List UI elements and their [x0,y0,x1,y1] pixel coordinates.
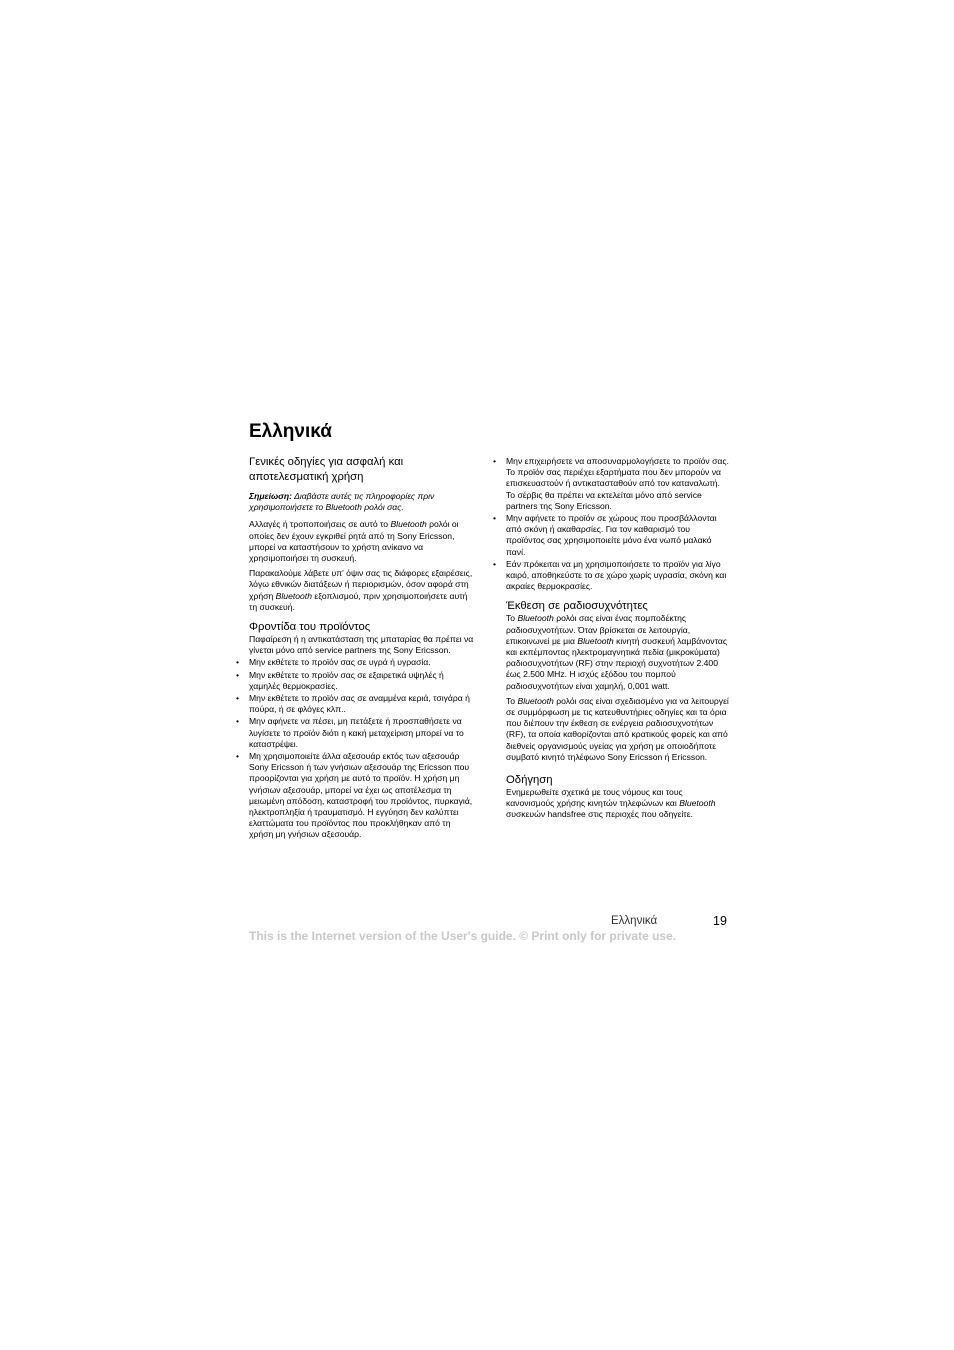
care-heading: Φροντίδα του προϊόντος [249,621,371,634]
care-list [249,657,477,840]
bluetooth-term: Bluetooth [517,695,554,706]
text-run: Το [506,613,518,624]
rf-paragraph-1 [506,613,730,691]
right-column [506,456,730,825]
list-item: • Μην εκθέτετε το προϊόν σας σε υγρά ή υγρασία. [249,657,477,668]
text-run: κινητή συσκευή λαμβάνοντας και εκπέμποντας ηλεκτρομαγνητικά πεδία (μικροκύματα) ραδιοσυχνοτήτων (RF) στην περιοχή συχνοτήτων 2.400 έως 2.500 MHz. Η ισχύς εξόδου του πομπού ραδιοσυχνοτήτων είναι χαμηλή, 0,001 watt. [506,635,727,691]
safety-heading-line1: Γενικές οδηγίες για ασφαλή και [249,456,404,468]
list-item: • Μην επιχειρήσετε να αποσυναρμολογήσετε το προϊόν σας. Το προϊόν σας περιέχει εξαρτήματα που δεν μπορούν να επισκευαστούν ή αντικατασταθούν από τον καταναλωτή. Το σέρβις θα πρέπει να εκτελείται μόνο από service partners της Sony Ericsson. [506,456,730,512]
list-item: • Μην αφήνετε να πέσει, μη πετάξετε ή προσπαθήσετε να λυγίσετε το προϊόν διότι η κακή μεταχείριση μπορεί να το καταστρέψει. [249,716,477,750]
text-run: ρολόι σας είναι σχεδιασμένο για να λειτουργεί σε συμμόρφωση με τις κατευθυντήριες οδηγίες και τα όρια που διέπουν την έκθεση σε ενέργεια ραδιοσυχνοτήτων (RF), τα οποία καθορίζονται από κρατικούς φορείς και από διεθνείς οργανισμούς υγείας για χρήση με οποιοδήποτε συμβατό κινητό τηλέφωνο Sony Ericsson ή Ericsson. [506,695,729,762]
safety-heading [249,455,477,485]
note-text: Διαβάστε αυτές τις πληροφορίες πριν χρησιμοποιήσετε το Bluetooth ρολόι σας. [249,491,435,513]
list-item: • Μην εκθέτετε το προϊόν σας σε εξαιρετικά υψηλές ή χαμηλές θερμοκρασίες. [249,670,477,692]
list-item: • Μην εκθέτετε το προϊόν σας σε αναμμένα κεριά, τσιγάρα ή πούρα, ή σε φλόγες κλπ.. [249,693,477,715]
safety-paragraph-1 [249,519,477,564]
list-item: • Εάν πρόκειται να μη χρησιμοποιήσετε το προϊόν για λίγο καιρό, αποθηκεύστε το σε χώρο χωρίς υγρασία, σκόνη και ακραίες θερμοκρασίες. [506,559,730,593]
note-label: Σημείωση: [249,491,292,501]
page-title: Ελληνικά [249,421,332,442]
text-run: συσκευών handsfree στις περιοχές που οδηγείτε. [506,809,693,820]
bluetooth-term: Bluetooth [577,635,614,646]
page-number: 19 [713,914,727,928]
text-run: Αλλαγές ή τροποποιήσεις σε αυτό το [249,519,391,530]
driving-paragraph [506,787,730,821]
text-run: ρολόι οι οποίες δεν έχουν εγκριθεί ρητά από τη Sony Ericsson, μπορεί να καταστήσουν το χρήστη ανίκανο να χρησιμοποιήσει τη συσκευή. [249,519,459,564]
safety-heading-line2: αποτελεσματική χρήση [249,471,364,483]
text-run: εξοπλισμού, πριν χρησιμοποιήσετε αυτή τη συσκευή. [249,590,468,612]
list-item: • Μη χρησιμοποιείτε άλλα αξεσουάρ εκτός των αξεσουάρ Sony Ericsson ή των γνήσιων αξεσουάρ της Ericsson που προορίζονται για χρήση με αυτό το προϊόν. Η χρήση μη γνήσιων αξεσουάρ, μπορεί να έχει ως αποτέλεσμα τη μειωμένη απόδοση, καταστροφή του προϊόντος, πυρκαγιά, ηλεκτροπληξία ή τραυματισμό. Η εγγύηση δεν καλύπτει ελαττώματα του προϊόντος που προκλήθηκαν από τη χρήση μη γνήσιων αξεσουάρ. [249,751,477,841]
internet-version-notice: This is the Internet version of the User's guide. © Print only for private use. [249,929,677,943]
rf-paragraph-2 [506,696,730,763]
text-run: Ενημερωθείτε σχετικά με τους νόμους και τους κανονισμούς χρήσης κινητών τηλεφώνων και [506,787,683,809]
care-list-continued [506,456,730,592]
rf-heading: Έκθεση σε ραδιοσυχνότητες [506,600,648,613]
text-run: ρολόι σας είναι ένας πομποδέκτης ραδιοσυχνοτήτων. Όταν βρίσκεται σε λειτουργία, επικοινωνεί με μια [506,613,691,646]
text-run: Παρακαλούμε λάβετε υπ' όψιν σας τις διάφορες εξαιρέσεις, λόγω εθνικών διατάξεων ή περιορισμών, όσον αφορά στη χρήση [249,568,473,601]
text-run: Το [506,695,518,706]
driving-heading: Οδήγηση [506,774,553,787]
safety-note [249,491,477,513]
left-column [249,455,477,842]
bluetooth-term: Bluetooth [517,613,554,624]
bluetooth-term: Bluetooth [679,798,716,809]
list-item: • Μην αφήνετε το προϊόν σε χώρους που προσβάλλονται από σκόνη ή ακαθαρσίες. Για τον καθαρισμό του προϊόντος σας χρησιμοποιείτε μόνο ένα νωπό μαλακό πανί. [506,513,730,558]
bluetooth-term: Bluetooth [275,590,312,601]
footer-language: Ελληνικά [611,915,658,927]
safety-paragraph-2 [249,568,477,613]
bluetooth-term: Bluetooth [390,519,427,530]
care-intro: Παφαίρεση ή η αντικατάσταση της μπαταρίας θα πρέπει να γίνεται μόνο από service partners της Sony Ericsson. [249,634,474,656]
